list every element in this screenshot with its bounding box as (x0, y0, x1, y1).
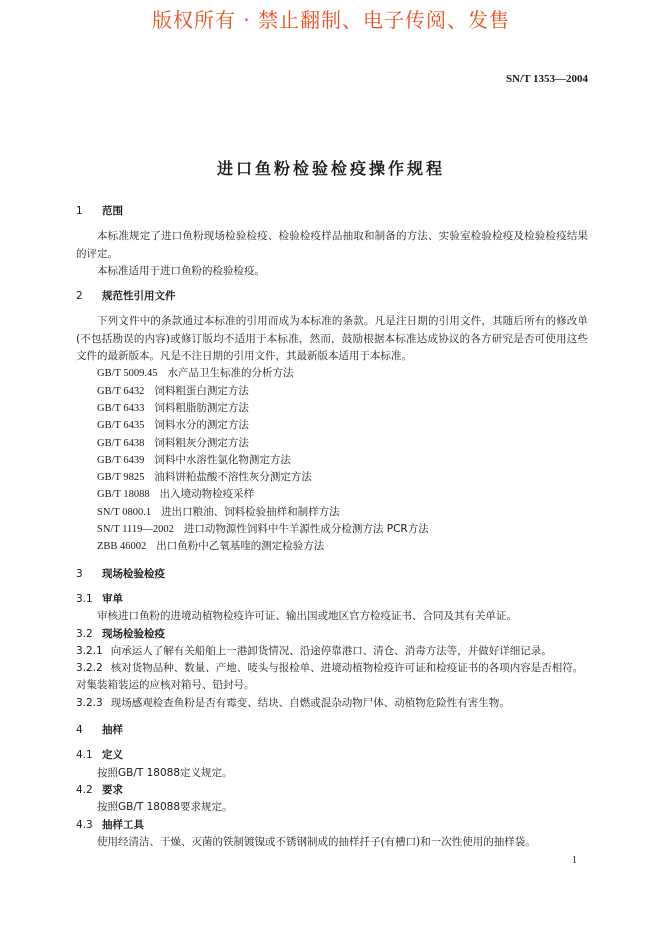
page-number: 1 (572, 855, 577, 866)
section-title: 范围 (102, 205, 123, 217)
reference-list (76, 365, 588, 555)
reference-item: SN/T 1119—2002 进口动物源性饲料中牛羊源性成分检测方法 PCR方法 (97, 523, 429, 536)
reference-item: GB/T 6432 饲料粗蛋白测定方法 (97, 384, 249, 397)
reference-item: GB/T 6435 饲料水分的测定方法 (97, 419, 249, 432)
section-number: 4 (76, 724, 83, 737)
section-1-heading (76, 203, 588, 220)
section-number: 1 (76, 205, 83, 217)
subsection-4-2-heading: 4.2 要求 (76, 783, 123, 796)
numbered-clause: 3.2.2 核对货物品种、数量、产地、唛头与报检单、进境动植物检疫许可证和检疫证书的各项内容是否相符。对集装箱装运的应核对箱号、铅封号。 (76, 662, 584, 692)
reference-item: SN/T 0800.1 进出口粮油、饲料检验抽样和制样方法 (97, 505, 340, 518)
document-title: 进口鱼粉检验检疫操作规程 (216, 159, 445, 178)
standard-code: SN/T 1353—2004 (505, 73, 588, 85)
section-4-heading (76, 722, 588, 739)
section-title: 规范性引用文件 (102, 290, 176, 303)
section-2-heading (76, 288, 588, 305)
reference-item: GB/T 18088 出入境动物检疫采样 (97, 488, 255, 501)
numbered-clause: 3.2.3 现场感观检查鱼粉是否有霉变、结块、自燃或混杂动物尸体、动植物危险性有害生物。 (76, 696, 510, 709)
subsection-3-2-heading: 3.2 现场检验检疫 (76, 627, 165, 640)
paragraph: 审核进口鱼粉的进境动植物检疫许可证、输出国或地区官方检疫证书、合同及其有关单证。 (97, 610, 517, 623)
reference-item: ZBB 46002 出口鱼粉中乙氧基喹的测定检验方法 (97, 540, 325, 553)
paragraph: 使用经清洁、干燥、灭菌的铁制镀镍或不锈钢制成的抽样扦子(有槽口)和一次性使用的抽样袋。 (97, 835, 536, 848)
section-3-heading (76, 566, 588, 583)
document-body (76, 203, 588, 851)
section-number: 2 (76, 290, 83, 303)
paragraph: 本标准适用于进口鱼粉的检验检疫。 (97, 264, 265, 277)
paragraph: 按照GB/T 18088定义规定。 (97, 766, 233, 779)
section-title: 现场检验检疫 (102, 567, 165, 580)
copyright-watermark: 版权所有 · 禁止翻制、电子传阅、发售 (151, 8, 511, 32)
numbered-clause: 3.2.1 向承运人了解有关船舶上一港卸货情况、沿途停靠港口、清仓、消毒方法等，并做好详细记录。 (76, 644, 552, 657)
paragraph: 下列文件中的条款通过本标准的引用而成为本标准的条款。凡是注日期的引用文件，其随后所有的修改单(不包括勘误的内容)或修订版均不适用于本标准，然而，鼓励根据本标准达成协议的各方研究是否可使用这些文件的最新版本。凡是不注日期的引用文件，其最新版本适用于本标准。 (76, 315, 588, 363)
reference-item: GB/T 6433 饲料粗脂肪测定方法 (97, 401, 249, 414)
reference-item: GB/T 6438 饲料粗灰分测定方法 (97, 436, 249, 449)
subsection-4-3-heading: 4.3 抽样工具 (76, 818, 144, 831)
paragraph: 按照GB/T 18088要求规定。 (97, 801, 233, 814)
reference-item: GB/T 9825 油料饼粕盐酸不溶性灰分测定方法 (97, 471, 312, 484)
subsection-4-1-heading: 4.1 定义 (76, 749, 123, 762)
reference-item: GB/T 6439 饲料中水溶性氯化物测定方法 (97, 453, 291, 466)
reference-item: GB/T 5009.45 水产品卫生标准的分析方法 (97, 367, 294, 380)
subsection-3-1-heading: 3.1 审单 (76, 592, 123, 605)
paragraph: 本标准规定了进口鱼粉现场检验检疫、检验检疫样品抽取和制备的方法、实验室检验检疫及检验检疫结果的评定。 (76, 230, 588, 260)
section-number: 3 (76, 567, 83, 580)
section-title: 抽样 (102, 724, 123, 737)
